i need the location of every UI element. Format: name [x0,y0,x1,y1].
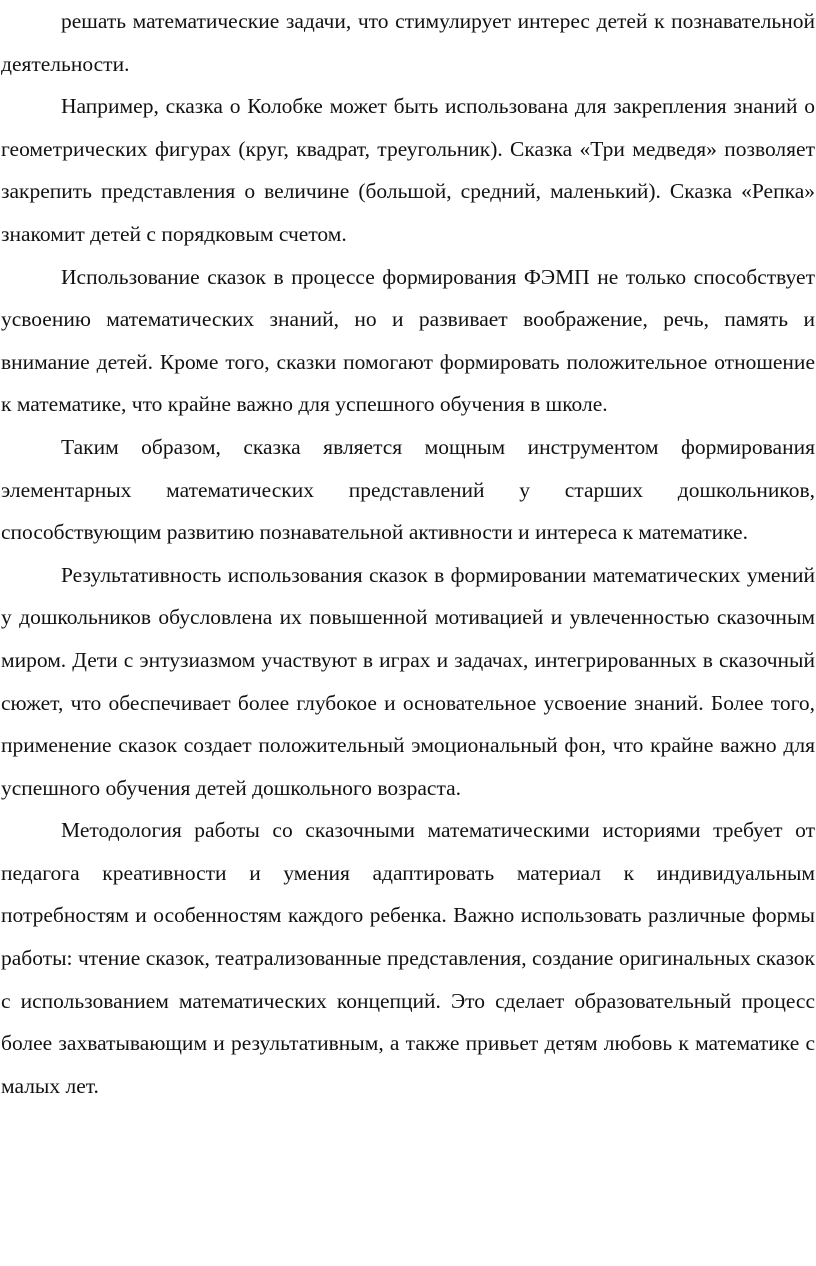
paragraph-fairy-tale-use: Использование сказок в процессе формирования ФЭМП не только способствует усвоению математических знаний, но и развивает воображение, речь, память и внимание детей. Кроме того, сказки помогают формировать положительное отношение к математике, что крайне важно для успешного обучения в школе. [1,264,815,417]
paragraph-kolobok-example: Например, сказка о Колобке может быть использована для закрепления знаний о геометрических фигурах (круг, квадрат, треугольник). Сказка «Три медведя» позволяет закрепить представления о величине (большой, средний, маленький). Сказка «Репка» знакомит детей с порядковым счетом. [1,94,815,246]
document-page [1,0,815,1107]
paragraph-conclusion: Таким образом, сказка является мощным инструментом формирования элементарных математических представлений у старших дошкольников, способствующим развитию познавательной активности и интереса к математике. [1,434,815,545]
paragraph-effectiveness: Результативность использования сказок в формировании математических умений у дошкольников обусловлена их повышенной мотивацией и увлеченностью сказочным миром. Дети с энтузиазмом участвуют в играх и задачах, интегрированных в сказочный сюжет, что обеспечивает более глубокое и основательное усвоение знаний. Более того, применение сказок создает положительный эмоциональный фон, что крайне важно для успешного обучения детей дошкольного возраста. [1,562,815,800]
paragraph-continuation: решать математические задачи, что стимулирует интерес детей к познавательной деятельности. [1,9,815,76]
paragraph-methodology: Методология работы со сказочными математическими историями требует от педагога креативности и умения адаптировать материал к индивидуальным потребностям и особенностям каждого ребенка. Важно использовать различные формы работы: чтение сказок, театрализованные представления, создание оригинальных сказок с использованием математических концепций. Это сделает образовательный процесс более захватывающим и результативным, а также привьет детям любовь к математике с малых лет. [1,818,815,1098]
